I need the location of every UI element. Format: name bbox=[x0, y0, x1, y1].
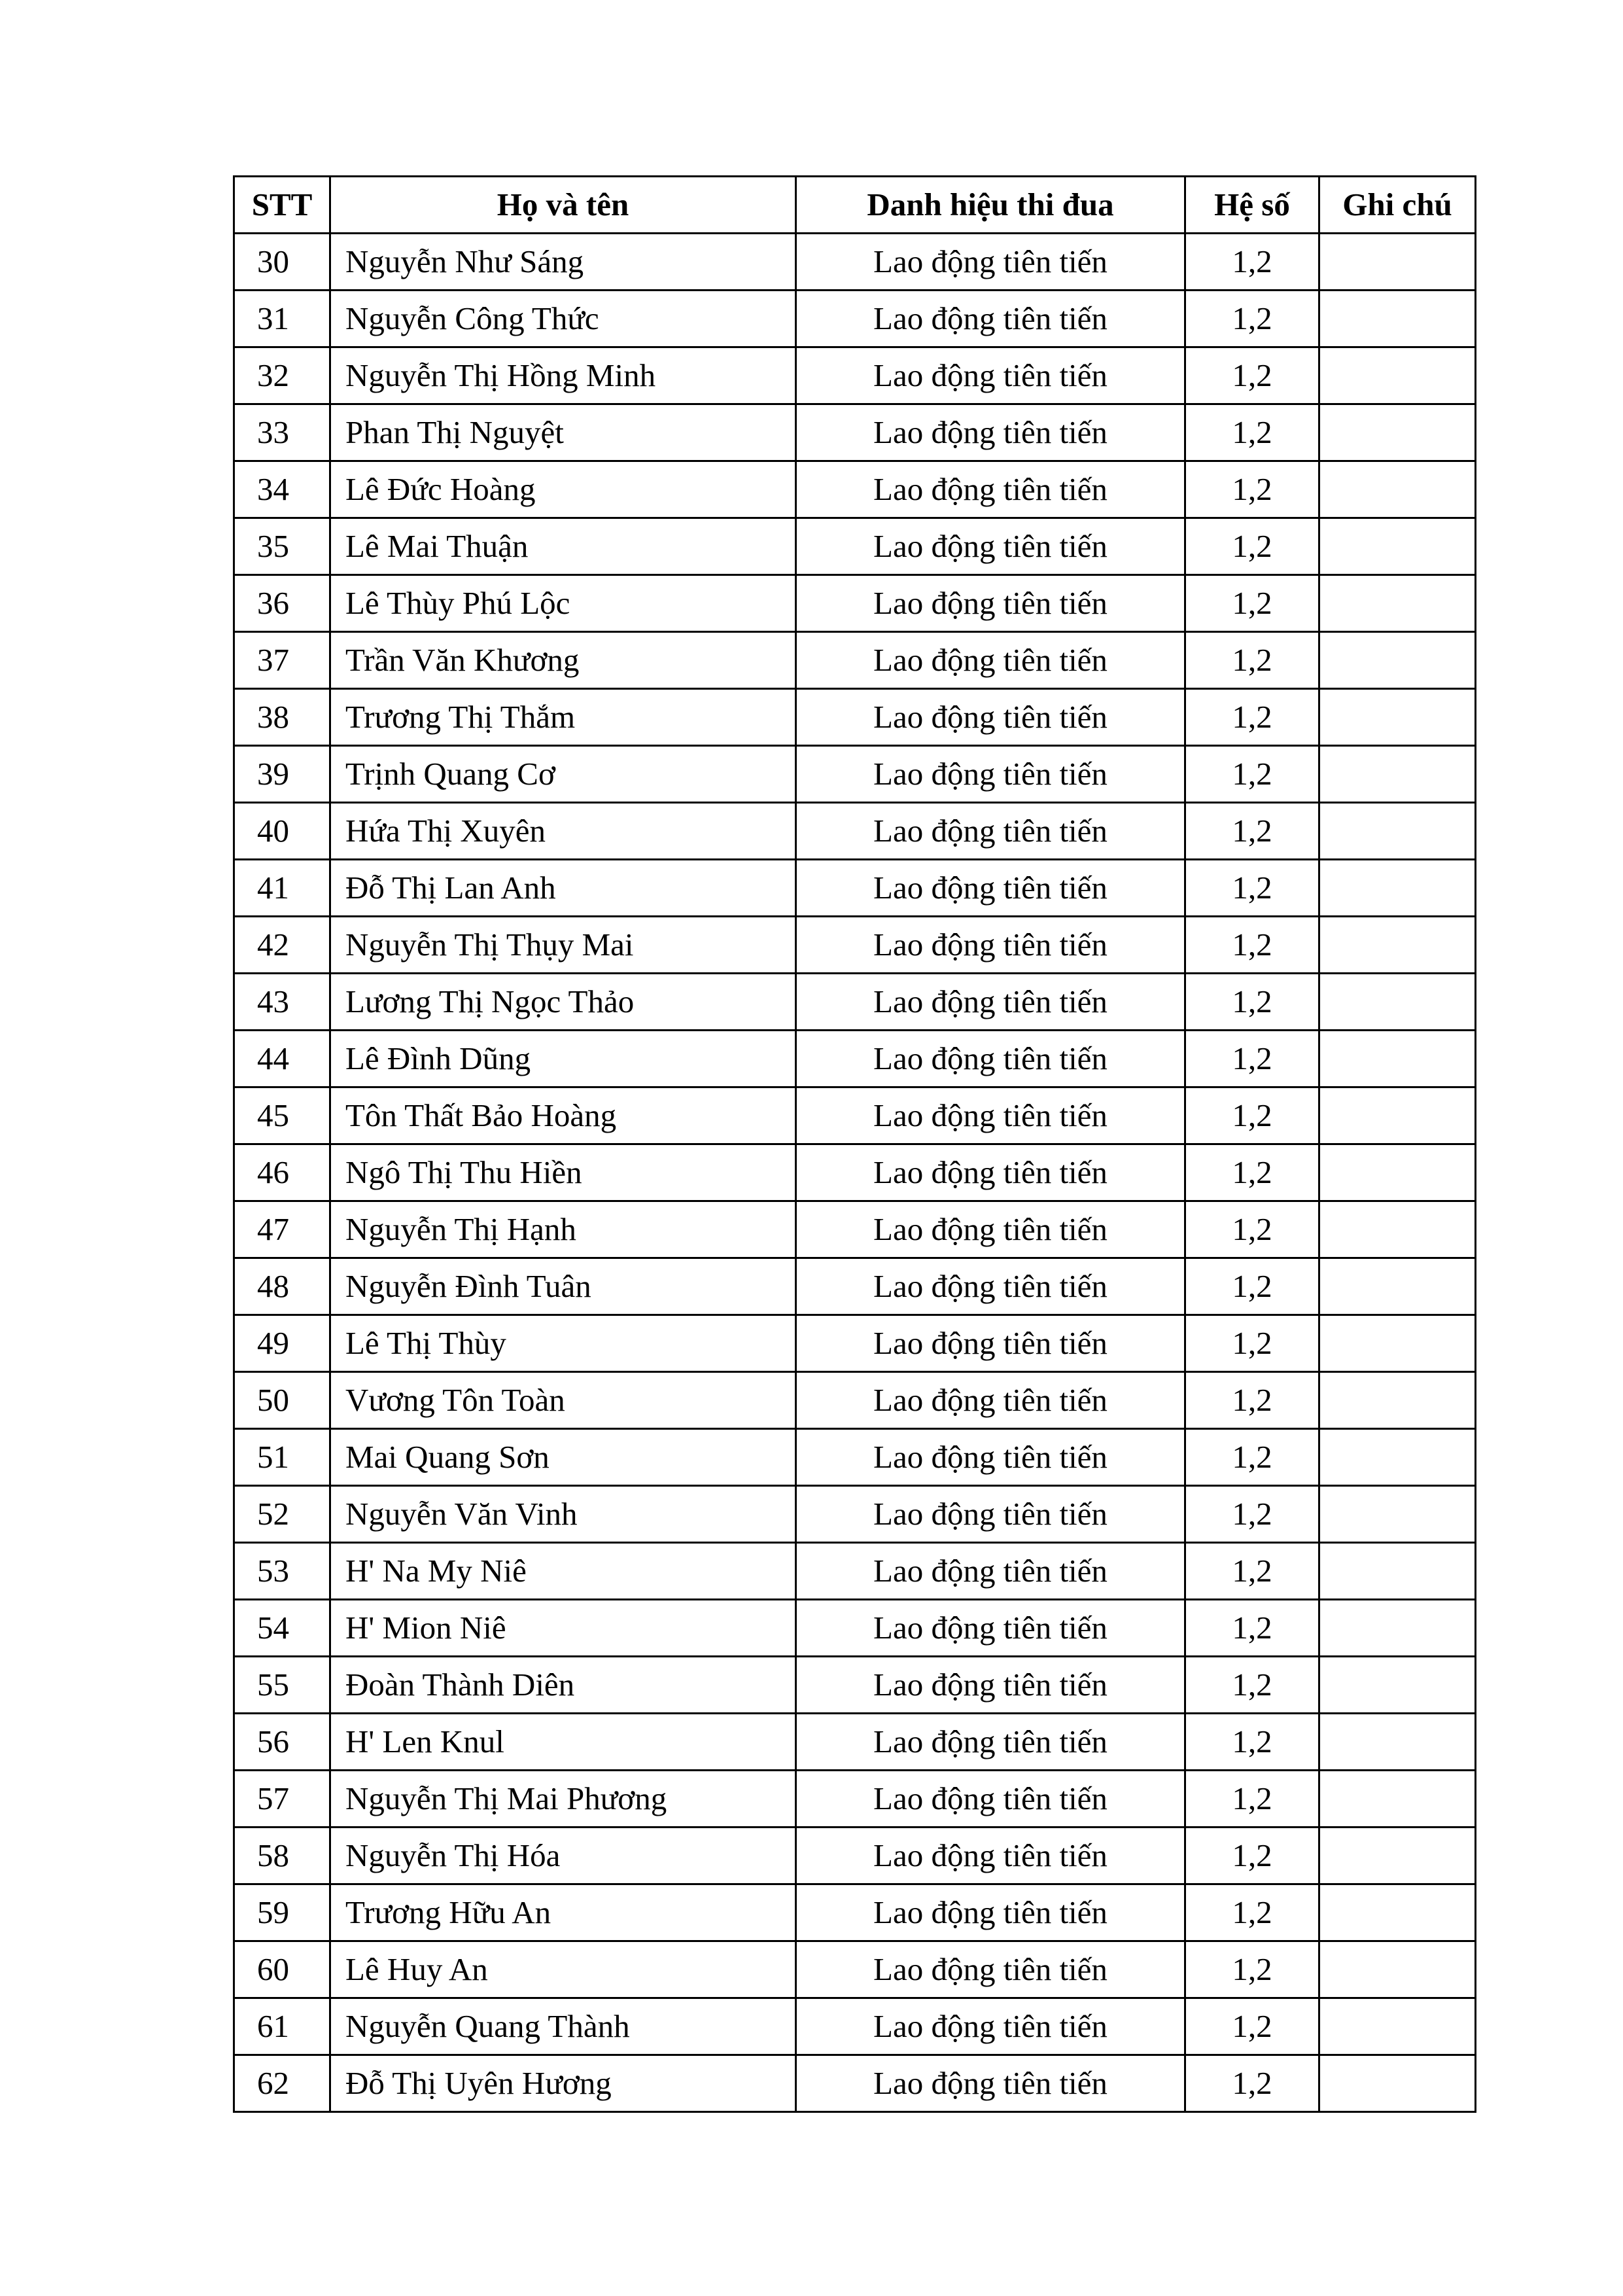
cell-stt: 48 bbox=[234, 1258, 330, 1315]
cell-note bbox=[1319, 1543, 1476, 1600]
cell-coefficient: 1,2 bbox=[1185, 575, 1319, 632]
cell-name: Nguyễn Quang Thành bbox=[330, 1998, 796, 2055]
cell-name: Nguyễn Thị Hóa bbox=[330, 1828, 796, 1884]
cell-title: Lao động tiên tiến bbox=[796, 1714, 1185, 1771]
cell-title: Lao động tiên tiến bbox=[796, 347, 1185, 404]
cell-name: H' Len Knul bbox=[330, 1714, 796, 1771]
cell-stt: 36 bbox=[234, 575, 330, 632]
cell-title: Lao động tiên tiến bbox=[796, 1600, 1185, 1657]
cell-stt: 34 bbox=[234, 461, 330, 518]
cell-name: Nguyễn Như Sáng bbox=[330, 234, 796, 291]
cell-note bbox=[1319, 1429, 1476, 1486]
table-row bbox=[234, 2055, 1476, 2112]
cell-title: Lao động tiên tiến bbox=[796, 234, 1185, 291]
cell-stt: 44 bbox=[234, 1031, 330, 1087]
cell-note bbox=[1319, 746, 1476, 803]
cell-coefficient: 1,2 bbox=[1185, 917, 1319, 974]
cell-name: Phan Thị Nguyệt bbox=[330, 404, 796, 461]
cell-name: Nguyễn Công Thức bbox=[330, 291, 796, 347]
cell-name: Đỗ Thị Uyên Hương bbox=[330, 2055, 796, 2112]
cell-note bbox=[1319, 689, 1476, 746]
table-row bbox=[234, 746, 1476, 803]
header-note: Ghi chú bbox=[1319, 177, 1476, 234]
cell-title: Lao động tiên tiến bbox=[796, 803, 1185, 860]
cell-stt: 35 bbox=[234, 518, 330, 575]
cell-title: Lao động tiên tiến bbox=[796, 1315, 1185, 1372]
cell-name: H' Na My Niê bbox=[330, 1543, 796, 1600]
cell-title: Lao động tiên tiến bbox=[796, 1372, 1185, 1429]
cell-coefficient: 1,2 bbox=[1185, 234, 1319, 291]
cell-coefficient: 1,2 bbox=[1185, 1657, 1319, 1714]
table-row bbox=[234, 518, 1476, 575]
cell-name: Đỗ Thị Lan Anh bbox=[330, 860, 796, 917]
cell-name: Lê Thùy Phú Lộc bbox=[330, 575, 796, 632]
cell-note bbox=[1319, 404, 1476, 461]
cell-note bbox=[1319, 1998, 1476, 2055]
cell-name: Trương Hữu An bbox=[330, 1884, 796, 1941]
table-row bbox=[234, 860, 1476, 917]
cell-name: H' Mion Niê bbox=[330, 1600, 796, 1657]
table-row bbox=[234, 1600, 1476, 1657]
cell-coefficient: 1,2 bbox=[1185, 1884, 1319, 1941]
header-name: Họ và tên bbox=[330, 177, 796, 234]
table-row bbox=[234, 1486, 1476, 1543]
cell-coefficient: 1,2 bbox=[1185, 1031, 1319, 1087]
table-row bbox=[234, 404, 1476, 461]
cell-name: Nguyễn Thị Hạnh bbox=[330, 1201, 796, 1258]
table-row bbox=[234, 1771, 1476, 1828]
cell-coefficient: 1,2 bbox=[1185, 1372, 1319, 1429]
cell-name: Lê Mai Thuận bbox=[330, 518, 796, 575]
cell-stt: 50 bbox=[234, 1372, 330, 1429]
cell-note bbox=[1319, 1144, 1476, 1201]
cell-coefficient: 1,2 bbox=[1185, 461, 1319, 518]
table-row bbox=[234, 1144, 1476, 1201]
header-title: Danh hiệu thi đua bbox=[796, 177, 1185, 234]
cell-note bbox=[1319, 518, 1476, 575]
cell-note bbox=[1319, 1372, 1476, 1429]
cell-coefficient: 1,2 bbox=[1185, 1258, 1319, 1315]
table-row bbox=[234, 974, 1476, 1031]
cell-name: Lê Đức Hoàng bbox=[330, 461, 796, 518]
cell-stt: 52 bbox=[234, 1486, 330, 1543]
table-row bbox=[234, 291, 1476, 347]
cell-title: Lao động tiên tiến bbox=[796, 1828, 1185, 1884]
table-row bbox=[234, 1087, 1476, 1144]
cell-coefficient: 1,2 bbox=[1185, 1486, 1319, 1543]
cell-coefficient: 1,2 bbox=[1185, 1087, 1319, 1144]
cell-stt: 54 bbox=[234, 1600, 330, 1657]
cell-note bbox=[1319, 1087, 1476, 1144]
cell-title: Lao động tiên tiến bbox=[796, 404, 1185, 461]
table-row bbox=[234, 461, 1476, 518]
cell-name: Lương Thị Ngọc Thảo bbox=[330, 974, 796, 1031]
cell-stt: 39 bbox=[234, 746, 330, 803]
cell-coefficient: 1,2 bbox=[1185, 1429, 1319, 1486]
cell-title: Lao động tiên tiến bbox=[796, 1144, 1185, 1201]
cell-stt: 47 bbox=[234, 1201, 330, 1258]
cell-coefficient: 1,2 bbox=[1185, 1714, 1319, 1771]
cell-title: Lao động tiên tiến bbox=[796, 1429, 1185, 1486]
cell-title: Lao động tiên tiến bbox=[796, 291, 1185, 347]
cell-note bbox=[1319, 234, 1476, 291]
cell-note bbox=[1319, 575, 1476, 632]
cell-stt: 46 bbox=[234, 1144, 330, 1201]
header-stt: STT bbox=[234, 177, 330, 234]
cell-note bbox=[1319, 1714, 1476, 1771]
cell-note bbox=[1319, 1941, 1476, 1998]
table-row bbox=[234, 1258, 1476, 1315]
cell-note bbox=[1319, 974, 1476, 1031]
cell-stt: 41 bbox=[234, 860, 330, 917]
cell-coefficient: 1,2 bbox=[1185, 1543, 1319, 1600]
table-row bbox=[234, 1998, 1476, 2055]
cell-stt: 60 bbox=[234, 1941, 330, 1998]
table-row bbox=[234, 1657, 1476, 1714]
cell-title: Lao động tiên tiến bbox=[796, 632, 1185, 689]
cell-stt: 45 bbox=[234, 1087, 330, 1144]
cell-coefficient: 1,2 bbox=[1185, 1998, 1319, 2055]
cell-stt: 49 bbox=[234, 1315, 330, 1372]
cell-note bbox=[1319, 1201, 1476, 1258]
cell-name: Đoàn Thành Diên bbox=[330, 1657, 796, 1714]
table-row bbox=[234, 1372, 1476, 1429]
cell-name: Trương Thị Thắm bbox=[330, 689, 796, 746]
cell-coefficient: 1,2 bbox=[1185, 1201, 1319, 1258]
cell-note bbox=[1319, 632, 1476, 689]
table-row bbox=[234, 1031, 1476, 1087]
cell-coefficient: 1,2 bbox=[1185, 347, 1319, 404]
header-row bbox=[234, 177, 1476, 234]
cell-coefficient: 1,2 bbox=[1185, 1828, 1319, 1884]
cell-coefficient: 1,2 bbox=[1185, 2055, 1319, 2112]
table-row bbox=[234, 1201, 1476, 1258]
cell-coefficient: 1,2 bbox=[1185, 746, 1319, 803]
table-row bbox=[234, 575, 1476, 632]
cell-coefficient: 1,2 bbox=[1185, 1600, 1319, 1657]
cell-name: Tôn Thất Bảo Hoàng bbox=[330, 1087, 796, 1144]
cell-title: Lao động tiên tiến bbox=[796, 461, 1185, 518]
cell-coefficient: 1,2 bbox=[1185, 632, 1319, 689]
cell-name: Nguyễn Văn Vinh bbox=[330, 1486, 796, 1543]
cell-stt: 58 bbox=[234, 1828, 330, 1884]
cell-stt: 62 bbox=[234, 2055, 330, 2112]
table-row bbox=[234, 347, 1476, 404]
table-row bbox=[234, 234, 1476, 291]
cell-title: Lao động tiên tiến bbox=[796, 1543, 1185, 1600]
cell-note bbox=[1319, 803, 1476, 860]
cell-coefficient: 1,2 bbox=[1185, 291, 1319, 347]
cell-note bbox=[1319, 461, 1476, 518]
cell-name: Nguyễn Thị Hồng Minh bbox=[330, 347, 796, 404]
cell-title: Lao động tiên tiến bbox=[796, 1998, 1185, 2055]
cell-stt: 51 bbox=[234, 1429, 330, 1486]
cell-name: Lê Đình Dũng bbox=[330, 1031, 796, 1087]
table-row bbox=[234, 1714, 1476, 1771]
cell-title: Lao động tiên tiến bbox=[796, 1657, 1185, 1714]
cell-title: Lao động tiên tiến bbox=[796, 1201, 1185, 1258]
table-row bbox=[234, 1941, 1476, 1998]
cell-coefficient: 1,2 bbox=[1185, 404, 1319, 461]
cell-title: Lao động tiên tiến bbox=[796, 575, 1185, 632]
cell-name: Nguyễn Thị Mai Phương bbox=[330, 1771, 796, 1828]
cell-name: Ngô Thị Thu Hiền bbox=[330, 1144, 796, 1201]
cell-stt: 53 bbox=[234, 1543, 330, 1600]
cell-stt: 61 bbox=[234, 1998, 330, 2055]
table-row bbox=[234, 1429, 1476, 1486]
cell-note bbox=[1319, 291, 1476, 347]
cell-note bbox=[1319, 1486, 1476, 1543]
cell-note bbox=[1319, 1031, 1476, 1087]
cell-title: Lao động tiên tiến bbox=[796, 1087, 1185, 1144]
table-row bbox=[234, 1828, 1476, 1884]
cell-name: Mai Quang Sơn bbox=[330, 1429, 796, 1486]
cell-title: Lao động tiên tiến bbox=[796, 860, 1185, 917]
cell-note bbox=[1319, 347, 1476, 404]
cell-stt: 57 bbox=[234, 1771, 330, 1828]
cell-stt: 37 bbox=[234, 632, 330, 689]
cell-title: Lao động tiên tiến bbox=[796, 689, 1185, 746]
cell-coefficient: 1,2 bbox=[1185, 1941, 1319, 1998]
table-row bbox=[234, 1543, 1476, 1600]
cell-note bbox=[1319, 2055, 1476, 2112]
cell-title: Lao động tiên tiến bbox=[796, 1486, 1185, 1543]
table-body bbox=[234, 234, 1476, 2112]
cell-stt: 33 bbox=[234, 404, 330, 461]
cell-coefficient: 1,2 bbox=[1185, 518, 1319, 575]
cell-note bbox=[1319, 1315, 1476, 1372]
cell-name: Trịnh Quang Cơ bbox=[330, 746, 796, 803]
cell-title: Lao động tiên tiến bbox=[796, 746, 1185, 803]
cell-coefficient: 1,2 bbox=[1185, 1771, 1319, 1828]
table-row bbox=[234, 689, 1476, 746]
cell-title: Lao động tiên tiến bbox=[796, 974, 1185, 1031]
cell-coefficient: 1,2 bbox=[1185, 689, 1319, 746]
cell-coefficient: 1,2 bbox=[1185, 1315, 1319, 1372]
cell-stt: 42 bbox=[234, 917, 330, 974]
cell-title: Lao động tiên tiến bbox=[796, 2055, 1185, 2112]
cell-note bbox=[1319, 1884, 1476, 1941]
cell-name: Hứa Thị Xuyên bbox=[330, 803, 796, 860]
cell-title: Lao động tiên tiến bbox=[796, 518, 1185, 575]
cell-stt: 40 bbox=[234, 803, 330, 860]
cell-stt: 30 bbox=[234, 234, 330, 291]
cell-note bbox=[1319, 1828, 1476, 1884]
cell-stt: 56 bbox=[234, 1714, 330, 1771]
cell-stt: 59 bbox=[234, 1884, 330, 1941]
cell-note bbox=[1319, 860, 1476, 917]
cell-title: Lao động tiên tiến bbox=[796, 1771, 1185, 1828]
cell-name: Trần Văn Khương bbox=[330, 632, 796, 689]
cell-title: Lao động tiên tiến bbox=[796, 1258, 1185, 1315]
cell-stt: 55 bbox=[234, 1657, 330, 1714]
cell-stt: 31 bbox=[234, 291, 330, 347]
cell-title: Lao động tiên tiến bbox=[796, 917, 1185, 974]
table-row bbox=[234, 1315, 1476, 1372]
cell-coefficient: 1,2 bbox=[1185, 1144, 1319, 1201]
table-row bbox=[234, 803, 1476, 860]
table-row bbox=[234, 917, 1476, 974]
cell-stt: 38 bbox=[234, 689, 330, 746]
table-row bbox=[234, 1884, 1476, 1941]
cell-name: Lê Huy An bbox=[330, 1941, 796, 1998]
cell-title: Lao động tiên tiến bbox=[796, 1884, 1185, 1941]
cell-note bbox=[1319, 1258, 1476, 1315]
cell-note bbox=[1319, 1600, 1476, 1657]
cell-coefficient: 1,2 bbox=[1185, 974, 1319, 1031]
table-header bbox=[234, 177, 1476, 234]
cell-note bbox=[1319, 917, 1476, 974]
table-row bbox=[234, 632, 1476, 689]
cell-stt: 32 bbox=[234, 347, 330, 404]
cell-note bbox=[1319, 1657, 1476, 1714]
cell-coefficient: 1,2 bbox=[1185, 860, 1319, 917]
header-coefficient: Hệ số bbox=[1185, 177, 1319, 234]
cell-name: Lê Thị Thùy bbox=[330, 1315, 796, 1372]
cell-name: Nguyễn Đình Tuân bbox=[330, 1258, 796, 1315]
cell-note bbox=[1319, 1771, 1476, 1828]
cell-title: Lao động tiên tiến bbox=[796, 1941, 1185, 1998]
cell-title: Lao động tiên tiến bbox=[796, 1031, 1185, 1087]
award-list-table bbox=[233, 175, 1476, 2113]
cell-name: Vương Tôn Toàn bbox=[330, 1372, 796, 1429]
cell-name: Nguyễn Thị Thụy Mai bbox=[330, 917, 796, 974]
cell-stt: 43 bbox=[234, 974, 330, 1031]
cell-coefficient: 1,2 bbox=[1185, 803, 1319, 860]
